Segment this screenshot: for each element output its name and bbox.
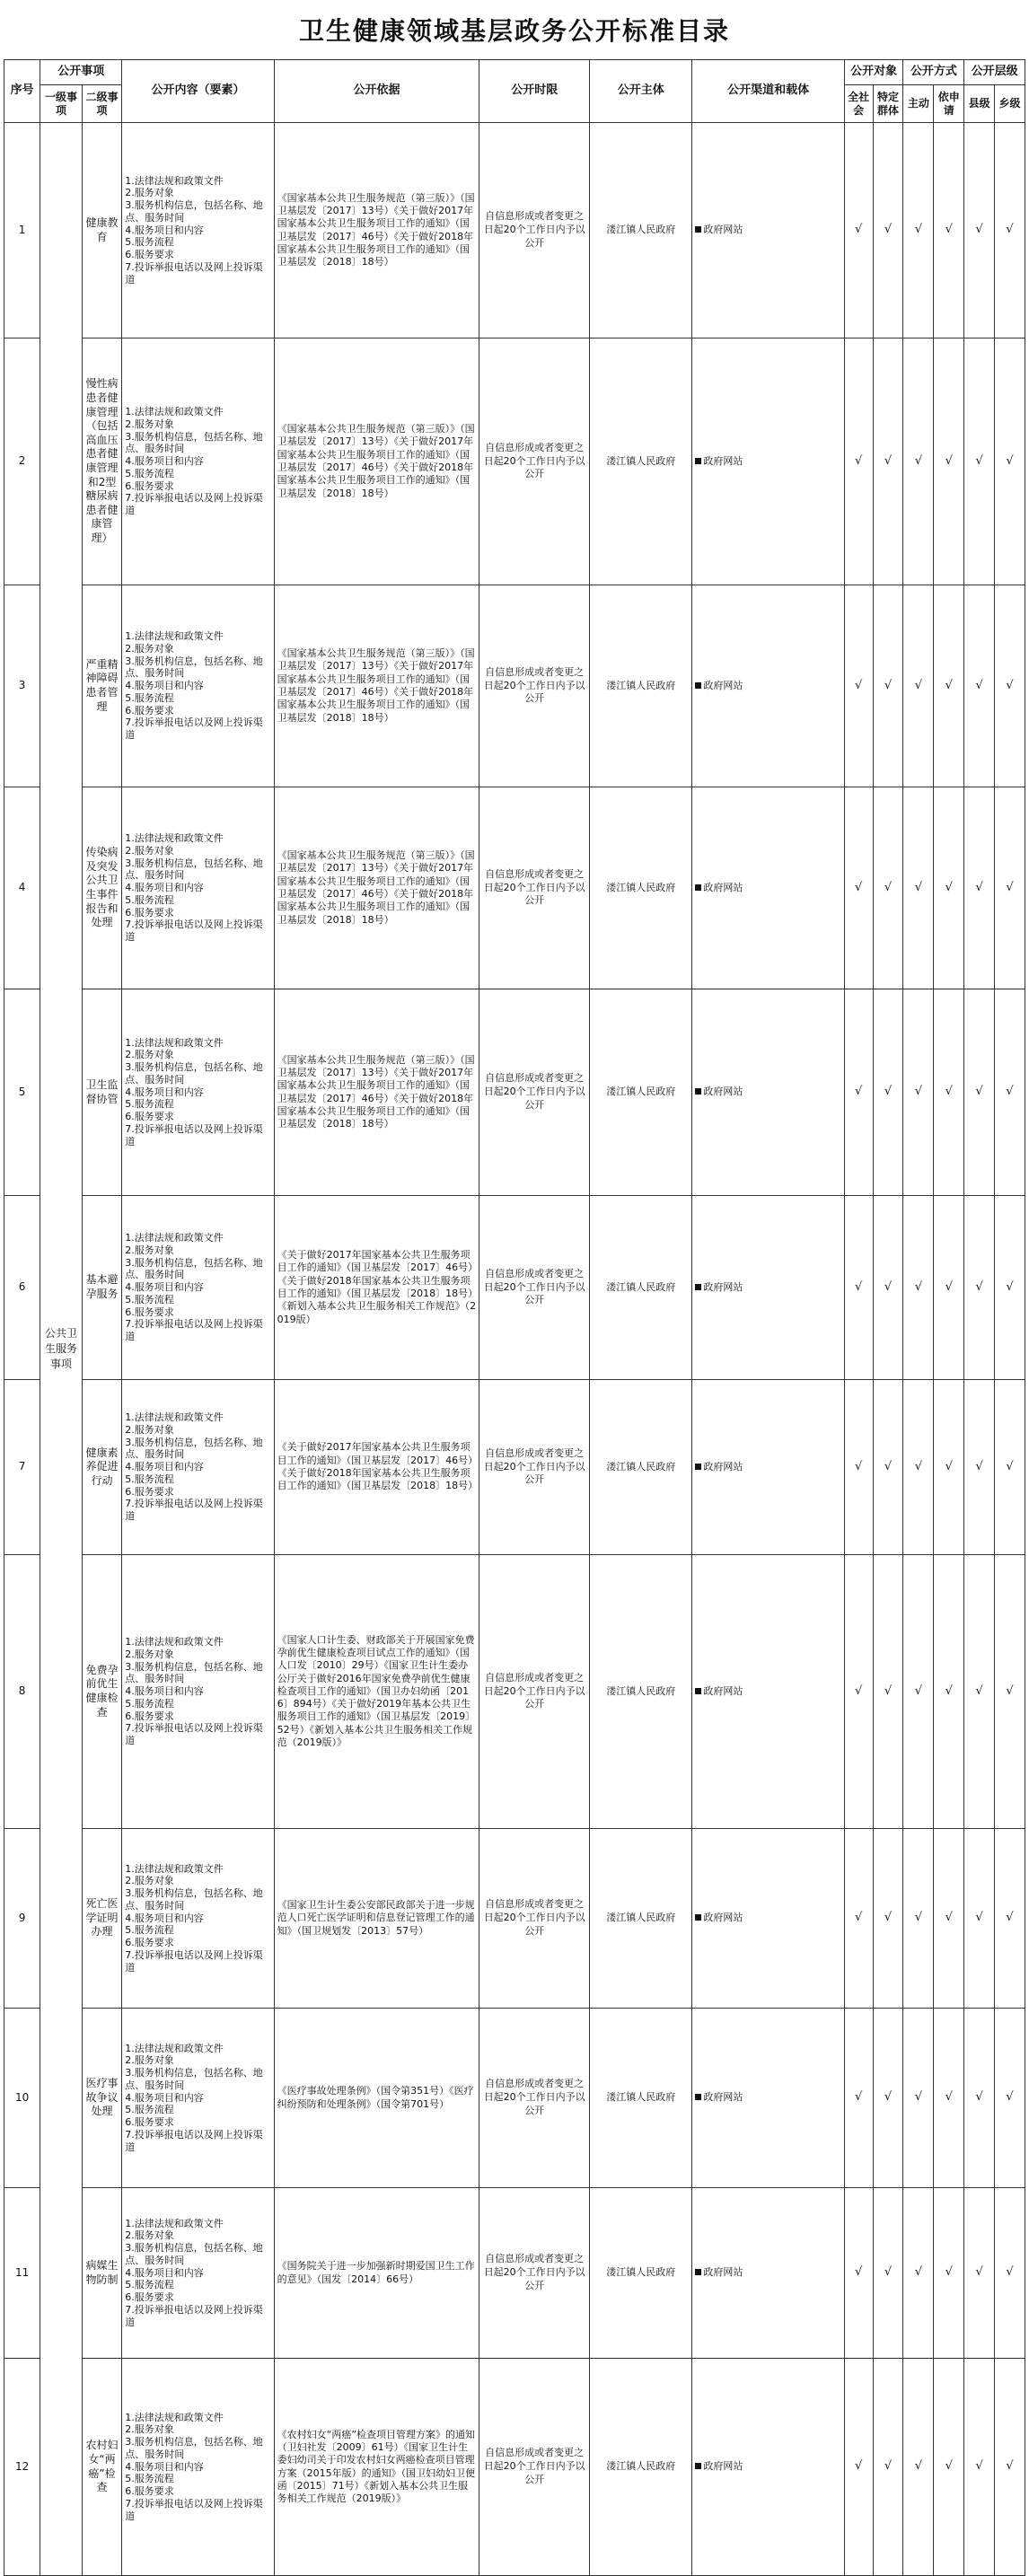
content-element: 4.服务项目和内容	[125, 1685, 204, 1698]
header-level-town: 乡级	[995, 85, 1025, 123]
level2-item: 农村妇女“两癌”检查	[82, 2359, 121, 2576]
content-elements	[122, 1380, 274, 1555]
check-method-active: √	[903, 1555, 934, 1829]
content-element: 4.服务项目和内容	[125, 2460, 204, 2473]
row-seq: 4	[4, 787, 40, 989]
header-object: 公开对象	[844, 60, 903, 85]
disclosure-basis: 《国家基本公共卫生服务规范（第三版）》（国卫基层发〔2017〕13号）《关于做好2017年国家基本公共卫生服务项目工作的通知》（国卫基层发〔2017〕46号）《关于做好2018年国家基本公共卫生服务项目工作的通知》（国卫基层发〔2018〕18号）	[274, 123, 479, 338]
disclosure-time-limit: 自信息形成或者变更之日起20个工作日内予以公开	[479, 989, 590, 1196]
check-object-specific: √	[873, 1380, 903, 1555]
row-seq: 8	[4, 1555, 40, 1829]
content-element: 5.服务流程	[125, 236, 174, 249]
header-content: 公开内容（要素）	[122, 60, 274, 123]
table-row	[4, 1196, 1025, 1380]
disclosure-channel	[692, 1555, 844, 1829]
level2-item: 慢性病患者健康管理（包括高血压患者健康管理和2型糖尿病患者健康管理）	[82, 338, 121, 585]
check-level-county: √	[964, 1380, 995, 1555]
header-level2: 二级事项	[82, 85, 121, 123]
disclosure-channel	[692, 2359, 844, 2576]
content-element: 7.投诉举报电话以及网上投诉渠道	[125, 492, 263, 517]
header-subject: 公开主体	[590, 60, 692, 123]
check-object-all: √	[844, 1555, 873, 1829]
content-element: 5.服务流程	[125, 1697, 174, 1710]
check-level-town: √	[995, 1196, 1025, 1380]
check-method-request: √	[934, 787, 964, 989]
check-object-specific: √	[873, 989, 903, 1196]
square-bullet-icon	[695, 1284, 701, 1290]
content-element: 1.法律法规和政策文件	[125, 2042, 224, 2054]
check-object-specific: √	[873, 2359, 903, 2576]
disclosure-time-limit: 自信息形成或者变更之日起20个工作日内予以公开	[479, 2359, 590, 2576]
disclosure-subject: 溇江镇人民政府	[590, 2009, 692, 2188]
level2-item: 卫生监督协管	[82, 989, 121, 1196]
square-bullet-icon	[695, 1688, 701, 1694]
check-level-county: √	[964, 989, 995, 1196]
content-element: 1.法律法规和政策文件	[125, 2217, 224, 2229]
level1-item: 公共卫生服务事项	[40, 123, 83, 2576]
content-element: 2.服务对象	[125, 418, 174, 430]
content-element: 6.服务要求	[125, 2116, 174, 2129]
check-method-active: √	[903, 2359, 934, 2576]
content-element: 4.服务项目和内容	[125, 2266, 204, 2279]
channel-label: 政府网站	[703, 2460, 743, 2473]
content-element: 6.服务要求	[125, 704, 174, 717]
disclosure-channel	[692, 1196, 844, 1380]
content-element: 6.服务要求	[125, 1485, 174, 1498]
check-level-town: √	[995, 787, 1025, 989]
content-element: 1.法律法规和政策文件	[125, 1232, 224, 1244]
content-elements	[122, 2359, 274, 2576]
check-level-town: √	[995, 2009, 1025, 2188]
content-element: 6.服务要求	[125, 2485, 174, 2498]
disclosure-basis: 《国务院关于进一步加强新时期爱国卫生工作的意见》（国发〔2014〕66号）	[274, 2188, 479, 2359]
check-object-specific: √	[873, 1196, 903, 1380]
content-element: 5.服务流程	[125, 1924, 174, 1937]
square-bullet-icon	[695, 226, 701, 233]
header-level1: 一级事项	[40, 85, 83, 123]
check-object-specific: √	[873, 1555, 903, 1829]
header-method-request: 依申请	[934, 85, 964, 123]
square-bullet-icon	[695, 682, 701, 689]
content-element: 1.法律法规和政策文件	[125, 630, 224, 643]
content-element: 4.服务项目和内容	[125, 1461, 204, 1473]
content-elements	[122, 1196, 274, 1380]
disclosure-basis: 《国家基本公共卫生服务规范（第三版）》（国卫基层发〔2017〕13号）《关于做好2017年国家基本公共卫生服务项目工作的通知》（国卫基层发〔2017〕46号）《关于做好2018年国家基本公共卫生服务项目工作的通知》（国卫基层发〔2018〕18号）	[274, 787, 479, 989]
level2-item: 医疗事故争议处理	[82, 2009, 121, 2188]
content-elements	[122, 2009, 274, 2188]
check-method-request: √	[934, 2359, 964, 2576]
content-element: 6.服务要求	[125, 1111, 174, 1123]
level2-item: 免费孕前优生健康检查	[82, 1555, 121, 1829]
content-element: 1.法律法规和政策文件	[125, 832, 224, 845]
content-elements	[122, 1555, 274, 1829]
content-element: 7.投诉举报电话以及网上投诉渠道	[125, 717, 263, 742]
check-level-town: √	[995, 338, 1025, 585]
disclosure-subject: 溇江镇人民政府	[590, 338, 692, 585]
content-element: 4.服务项目和内容	[125, 882, 204, 894]
content-element: 4.服务项目和内容	[125, 1281, 204, 1294]
channel-label: 政府网站	[703, 881, 743, 893]
check-object-all: √	[844, 1380, 873, 1555]
header-method-active: 主动	[903, 85, 934, 123]
check-method-active: √	[903, 787, 934, 989]
row-seq: 12	[4, 2359, 40, 2576]
check-method-active: √	[903, 123, 934, 338]
table-row	[4, 1380, 1025, 1555]
channel-label: 政府网站	[703, 1280, 743, 1293]
content-element: 6.服务要求	[125, 2291, 174, 2304]
content-element: 5.服务流程	[125, 1293, 174, 1306]
disclosure-time-limit: 自信息形成或者变更之日起20个工作日内予以公开	[479, 1555, 590, 1829]
table-row	[4, 123, 1025, 338]
header-channel: 公开渠道和载体	[692, 60, 844, 123]
disclosure-subject: 溇江镇人民政府	[590, 1555, 692, 1829]
disclosure-subject: 溇江镇人民政府	[590, 123, 692, 338]
content-element: 1.法律法规和政策文件	[125, 1636, 224, 1648]
content-element: 4.服务项目和内容	[125, 1912, 204, 1924]
disclosure-channel	[692, 787, 844, 989]
content-element: 6.服务要求	[125, 906, 174, 919]
row-seq: 1	[4, 123, 40, 338]
content-element: 2.服务对象	[125, 642, 174, 655]
disclosure-channel	[692, 989, 844, 1196]
check-object-specific: √	[873, 585, 903, 787]
content-element: 5.服务流程	[125, 691, 174, 704]
disclosure-channel	[692, 1829, 844, 2009]
disclosure-basis: 《国家基本公共卫生服务规范（第三版）》（国卫基层发〔2017〕13号）《关于做好2017年国家基本公共卫生服务项目工作的通知》（国卫基层发〔2017〕46号）《关于做好2018年国家基本公共卫生服务项目工作的通知》（国卫基层发〔2018〕18号）	[274, 989, 479, 1196]
disclosure-subject: 溇江镇人民政府	[590, 787, 692, 989]
page-title: 卫生健康领域基层政务公开标准目录	[298, 16, 730, 46]
table-row	[4, 2188, 1025, 2359]
content-element: 2.服务对象	[125, 1423, 174, 1436]
check-object-all: √	[844, 2188, 873, 2359]
channel-label: 政府网站	[703, 679, 743, 691]
content-elements	[122, 2188, 274, 2359]
check-method-request: √	[934, 1555, 964, 1829]
disclosure-channel	[692, 123, 844, 338]
content-element: 1.法律法规和政策文件	[125, 1862, 224, 1875]
content-element: 4.服务项目和内容	[125, 1086, 204, 1098]
content-element: 4.服务项目和内容	[125, 680, 204, 692]
channel-label: 政府网站	[703, 1912, 743, 1924]
disclosure-time-limit: 自信息形成或者变更之日起20个工作日内予以公开	[479, 1380, 590, 1555]
content-element: 5.服务流程	[125, 2104, 174, 2116]
disclosure-subject: 溇江镇人民政府	[590, 585, 692, 787]
square-bullet-icon	[695, 884, 701, 891]
header-object-specific: 特定群体	[873, 85, 903, 123]
content-elements	[122, 989, 274, 1196]
content-element: 4.服务项目和内容	[125, 2091, 204, 2104]
check-level-county: √	[964, 2009, 995, 2188]
table-body	[4, 123, 1025, 2576]
check-method-active: √	[903, 1829, 934, 2009]
check-object-specific: √	[873, 2009, 903, 2188]
content-element: 4.服务项目和内容	[125, 455, 204, 468]
table-row	[4, 2009, 1025, 2188]
check-object-specific: √	[873, 787, 903, 989]
header-level: 公开层级	[964, 60, 1025, 85]
channel-label: 政府网站	[703, 2091, 743, 2104]
check-object-all: √	[844, 2359, 873, 2576]
content-element: 4.服务项目和内容	[125, 224, 204, 236]
check-object-all: √	[844, 2009, 873, 2188]
content-element: 1.法律法规和政策文件	[125, 1411, 224, 1424]
disclosure-time-limit: 自信息形成或者变更之日起20个工作日内予以公开	[479, 2188, 590, 2359]
disclosure-time-limit: 自信息形成或者变更之日起20个工作日内予以公开	[479, 123, 590, 338]
check-object-all: √	[844, 123, 873, 338]
content-element: 3.服务机构信息，包括名称、地点、服务时间	[125, 1061, 263, 1086]
content-element: 7.投诉举报电话以及网上投诉渠道	[125, 2128, 263, 2153]
header-basis: 公开依据	[274, 60, 479, 123]
check-level-county: √	[964, 2359, 995, 2576]
disclosure-time-limit: 自信息形成或者变更之日起20个工作日内予以公开	[479, 1196, 590, 1380]
content-element: 2.服务对象	[125, 2054, 174, 2067]
check-method-active: √	[903, 1196, 934, 1380]
check-object-all: √	[844, 787, 873, 989]
row-seq: 6	[4, 1196, 40, 1380]
standard-catalog-table	[4, 59, 1025, 2576]
check-object-all: √	[844, 585, 873, 787]
content-element: 7.投诉举报电话以及网上投诉渠道	[125, 1498, 263, 1523]
disclosure-basis: 《国家人口计生委、财政部关于开展国家免费孕前优生健康检查项目试点工作的通知》（国人口发〔2010〕29号）《国家卫生计生委办公厅关于做好2016年国家免费孕前优生健康检查项目工作的通知》（国卫办妇幼函〔2016〕894号）《关于做好2019年基本公共卫生服务项目工作的通知》（国卫基层发〔2019〕52号）《新划入基本公共卫生服务相关工作规范（2019版）》	[274, 1555, 479, 1829]
content-element: 2.服务对象	[125, 1648, 174, 1660]
check-method-request: √	[934, 2009, 964, 2188]
row-seq: 5	[4, 989, 40, 1196]
level2-item: 传染病及突发公共卫生事件报告和处理	[82, 787, 121, 989]
level2-item: 健康教育	[82, 123, 121, 338]
row-seq: 11	[4, 2188, 40, 2359]
header-object-all: 全社会	[844, 85, 873, 123]
content-element: 3.服务机构信息，包括名称、地点、服务时间	[125, 1436, 263, 1461]
disclosure-time-limit: 自信息形成或者变更之日起20个工作日内予以公开	[479, 338, 590, 585]
check-method-active: √	[903, 1380, 934, 1555]
check-object-all: √	[844, 338, 873, 585]
content-element: 2.服务对象	[125, 2423, 174, 2436]
disclosure-subject: 溇江镇人民政府	[590, 2359, 692, 2576]
square-bullet-icon	[695, 2269, 701, 2275]
check-level-county: √	[964, 1196, 995, 1380]
level2-item: 病媒生物防制	[82, 2188, 121, 2359]
disclosure-basis: 《医疗事故处理条例》（国令第351号）《医疗纠纷预防和处理条例》（国令第701号）	[274, 2009, 479, 2188]
table-row	[4, 1829, 1025, 2009]
content-element: 2.服务对象	[125, 844, 174, 857]
square-bullet-icon	[695, 2094, 701, 2100]
disclosure-basis: 《关于做好2017年国家基本公共卫生服务项目工作的通知》（国卫基层发〔2017〕46号）《关于做好2018年国家基本公共卫生服务项目工作的通知》（国卫基层发〔2018〕18号）	[274, 1380, 479, 1555]
content-element: 3.服务机构信息，包括名称、地点、服务时间	[125, 2436, 263, 2460]
content-element: 6.服务要求	[125, 1306, 174, 1318]
square-bullet-icon	[695, 2463, 701, 2469]
table-row	[4, 1555, 1025, 1829]
content-element: 2.服务对象	[125, 1875, 174, 1887]
content-element: 2.服务对象	[125, 1244, 174, 1256]
content-element: 3.服务机构信息，包括名称、地点、服务时间	[125, 430, 263, 455]
check-method-active: √	[903, 585, 934, 787]
check-method-active: √	[903, 338, 934, 585]
check-level-county: √	[964, 123, 995, 338]
content-elements	[122, 123, 274, 338]
check-level-town: √	[995, 1829, 1025, 2009]
header-seq: 序号	[4, 60, 40, 123]
check-level-town: √	[995, 123, 1025, 338]
check-method-active: √	[903, 989, 934, 1196]
check-level-town: √	[995, 1555, 1025, 1829]
check-method-request: √	[934, 1380, 964, 1555]
check-method-request: √	[934, 989, 964, 1196]
content-element: 1.法律法规和政策文件	[125, 1036, 224, 1049]
table-row	[4, 989, 1025, 1196]
square-bullet-icon	[695, 1088, 701, 1095]
content-element: 2.服务对象	[125, 2229, 174, 2242]
check-level-county: √	[964, 1555, 995, 1829]
check-method-request: √	[934, 1196, 964, 1380]
content-element: 1.法律法规和政策文件	[125, 2411, 224, 2423]
content-element: 3.服务机构信息，包括名称、地点、服务时间	[125, 857, 263, 882]
check-object-specific: √	[873, 2188, 903, 2359]
content-element: 3.服务机构信息，包括名称、地点、服务时间	[125, 1660, 263, 1685]
square-bullet-icon	[695, 1464, 701, 1470]
check-level-county: √	[964, 2188, 995, 2359]
check-level-town: √	[995, 2359, 1025, 2576]
content-element: 6.服务要求	[125, 249, 174, 261]
table-row	[4, 2359, 1025, 2576]
content-element: 7.投诉举报电话以及网上投诉渠道	[125, 2497, 263, 2522]
disclosure-subject: 溇江镇人民政府	[590, 989, 692, 1196]
check-method-active: √	[903, 2188, 934, 2359]
disclosure-basis: 《关于做好2017年国家基本公共卫生服务项目工作的通知》（国卫基层发〔2017〕46号）《关于做好2018年国家基本公共卫生服务项目工作的通知》（国卫基层发〔2018〕18号）《新划入基本公共卫生服务相关工作规范》（2019版）	[274, 1196, 479, 1380]
channel-label: 政府网站	[703, 2266, 743, 2279]
content-element: 3.服务机构信息，包括名称、地点、服务时间	[125, 2067, 263, 2091]
content-element: 7.投诉举报电话以及网上投诉渠道	[125, 919, 263, 944]
content-element: 3.服务机构信息，包括名称、地点、服务时间	[125, 199, 263, 224]
row-seq: 2	[4, 338, 40, 585]
content-element: 7.投诉举报电话以及网上投诉渠道	[125, 1318, 263, 1343]
channel-label: 政府网站	[703, 224, 743, 236]
content-elements	[122, 585, 274, 787]
content-element: 3.服务机构信息，包括名称、地点、服务时间	[125, 655, 263, 680]
check-level-town: √	[995, 1380, 1025, 1555]
disclosure-subject: 溇江镇人民政府	[590, 1196, 692, 1380]
check-level-county: √	[964, 787, 995, 989]
header-method: 公开方式	[903, 60, 964, 85]
level2-item: 严重精神障碍患者管理	[82, 585, 121, 787]
disclosure-basis: 《国家基本公共卫生服务规范（第三版）》（国卫基层发〔2017〕13号）《关于做好2017年国家基本公共卫生服务项目工作的通知》（国卫基层发〔2017〕46号）《关于做好2018年国家基本公共卫生服务项目工作的通知》（国卫基层发〔2018〕18号）	[274, 338, 479, 585]
check-level-county: √	[964, 1829, 995, 2009]
content-elements	[122, 338, 274, 585]
level2-item: 基本避孕服务	[82, 1196, 121, 1380]
check-object-specific: √	[873, 338, 903, 585]
channel-label: 政府网站	[703, 454, 743, 467]
disclosure-basis: 《国家基本公共卫生服务规范（第三版）》（国卫基层发〔2017〕13号）《关于做好2017年国家基本公共卫生服务项目工作的通知》（国卫基层发〔2017〕46号）《关于做好2018年国家基本公共卫生服务项目工作的通知》（国卫基层发〔2018〕18号）	[274, 585, 479, 787]
disclosure-channel	[692, 2009, 844, 2188]
content-elements	[122, 787, 274, 989]
header-time: 公开时限	[479, 60, 590, 123]
content-element: 3.服务机构信息，包括名称、地点、服务时间	[125, 2242, 263, 2266]
row-seq: 3	[4, 585, 40, 787]
content-element: 3.服务机构信息，包括名称、地点、服务时间	[125, 1887, 263, 1912]
content-element: 7.投诉举报电话以及网上投诉渠道	[125, 1722, 263, 1747]
check-level-town: √	[995, 2188, 1025, 2359]
content-element: 7.投诉举报电话以及网上投诉渠道	[125, 260, 263, 286]
level2-item: 健康素养促进行动	[82, 1380, 121, 1555]
check-level-town: √	[995, 585, 1025, 787]
row-seq: 9	[4, 1829, 40, 2009]
channel-label: 政府网站	[703, 1684, 743, 1697]
row-seq: 10	[4, 2009, 40, 2188]
channel-label: 政府网站	[703, 1086, 743, 1098]
table-row	[4, 585, 1025, 787]
header-matter: 公开事项	[40, 60, 122, 85]
disclosure-time-limit: 自信息形成或者变更之日起20个工作日内予以公开	[479, 787, 590, 989]
disclosure-channel	[692, 338, 844, 585]
content-element: 2.服务对象	[125, 187, 174, 199]
check-object-all: √	[844, 989, 873, 1196]
content-element: 5.服务流程	[125, 1473, 174, 1485]
content-element: 7.投诉举报电话以及网上投诉渠道	[125, 1948, 263, 1974]
content-element: 6.服务要求	[125, 1937, 174, 1949]
content-element: 5.服务流程	[125, 467, 174, 479]
check-method-request: √	[934, 2188, 964, 2359]
content-element: 6.服务要求	[125, 479, 174, 492]
content-element: 6.服务要求	[125, 1710, 174, 1722]
header-level-county: 县级	[964, 85, 995, 123]
disclosure-basis: 《农村妇女“两癌”检查项目管理方案》的通知（卫妇社发〔2009〕61号）《国家卫生计生委妇幼司关于印发农村妇女两癌检查项目管理方案（2015年版）的通知》（国卫妇幼妇卫便函〔2015〕71号）《新划入基本公共卫生服务相关工作规范（2019版）》	[274, 2359, 479, 2576]
check-method-active: √	[903, 2009, 934, 2188]
check-method-request: √	[934, 338, 964, 585]
content-element: 5.服务流程	[125, 1098, 174, 1111]
disclosure-channel	[692, 585, 844, 787]
disclosure-subject: 溇江镇人民政府	[590, 1380, 692, 1555]
check-object-specific: √	[873, 1829, 903, 2009]
disclosure-time-limit: 自信息形成或者变更之日起20个工作日内予以公开	[479, 1829, 590, 2009]
content-elements	[122, 1829, 274, 2009]
table-row	[4, 338, 1025, 585]
disclosure-subject: 溇江镇人民政府	[590, 1829, 692, 2009]
channel-label: 政府网站	[703, 1460, 743, 1473]
disclosure-channel	[692, 1380, 844, 1555]
content-element: 3.服务机构信息，包括名称、地点、服务时间	[125, 1256, 263, 1281]
content-element: 2.服务对象	[125, 1049, 174, 1061]
check-level-county: √	[964, 338, 995, 585]
check-method-request: √	[934, 123, 964, 338]
check-method-request: √	[934, 585, 964, 787]
content-element: 1.法律法规和政策文件	[125, 406, 224, 418]
check-level-town: √	[995, 989, 1025, 1196]
row-seq: 7	[4, 1380, 40, 1555]
disclosure-channel	[692, 2188, 844, 2359]
check-object-all: √	[844, 1196, 873, 1380]
level2-item: 死亡医学证明办理	[82, 1829, 121, 2009]
content-element: 7.投诉举报电话以及网上投诉渠道	[125, 2303, 263, 2328]
content-element: 7.投诉举报电话以及网上投诉渠道	[125, 1122, 263, 1147]
check-method-request: √	[934, 1829, 964, 2009]
disclosure-basis: 《国家卫生计生委公安部民政部关于进一步规范人口死亡医学证明和信息登记管理工作的通知》（国卫规划发〔2013〕57号）	[274, 1829, 479, 2009]
square-bullet-icon	[695, 458, 701, 464]
disclosure-subject: 溇江镇人民政府	[590, 2188, 692, 2359]
disclosure-time-limit: 自信息形成或者变更之日起20个工作日内予以公开	[479, 2009, 590, 2188]
content-element: 5.服务流程	[125, 893, 174, 906]
square-bullet-icon	[695, 1914, 701, 1921]
table-row	[4, 787, 1025, 989]
disclosure-time-limit: 自信息形成或者变更之日起20个工作日内予以公开	[479, 585, 590, 787]
content-element: 5.服务流程	[125, 2473, 174, 2485]
content-element: 1.法律法规和政策文件	[125, 174, 224, 187]
check-level-county: √	[964, 585, 995, 787]
content-element: 5.服务流程	[125, 2279, 174, 2291]
check-object-specific: √	[873, 123, 903, 338]
check-object-all: √	[844, 1829, 873, 2009]
